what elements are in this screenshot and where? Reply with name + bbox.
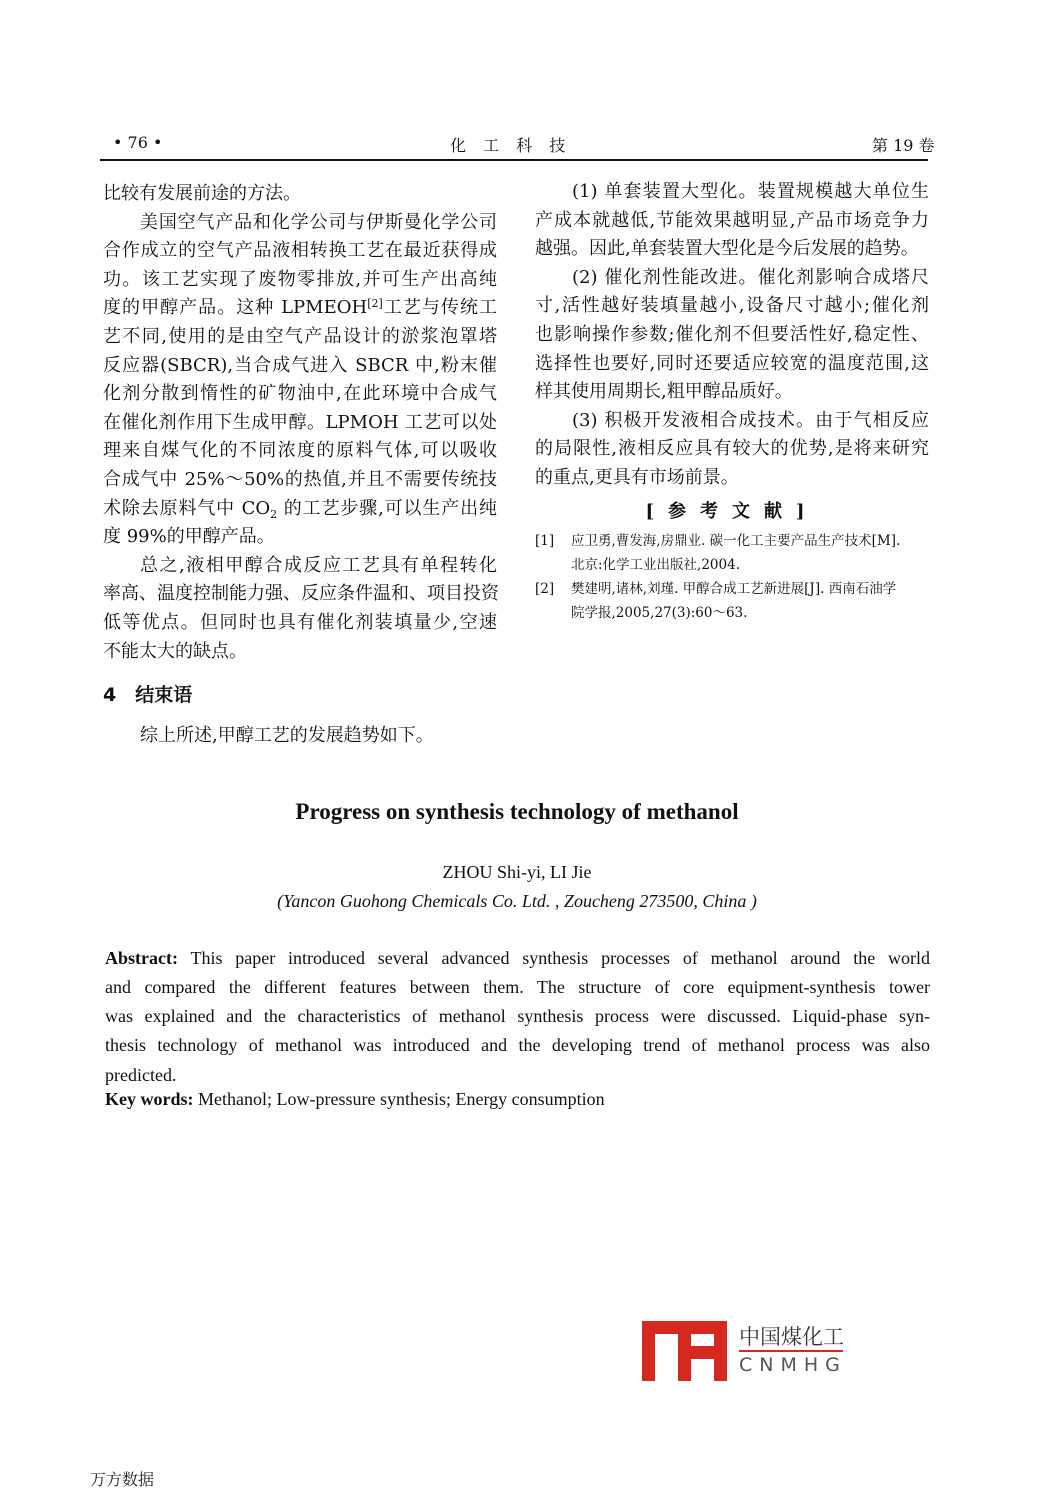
page-number: • 76 • [113, 133, 163, 152]
text-line [535, 407, 929, 436]
text-segment: (1) 单套装置大型化。装置规模越大单位生 [572, 181, 929, 202]
reference-text: 樊建明,诸林,刘瑾. 甲醇合成工艺新进展[J]. 西南石油学 [571, 581, 897, 597]
text-line [535, 378, 929, 407]
text-line [103, 466, 497, 495]
text-segment: 化剂分散到惰性的矿物油中,在此环境中合成气 [103, 383, 497, 405]
text-segment: 的局限性,液相反应具有较大的优势,是将来研究 [535, 438, 929, 460]
text-line [535, 464, 929, 493]
logo-en-text: CNMHG [739, 1354, 847, 1376]
text-line [103, 323, 497, 352]
text-segment: 在催化剂作用下生成甲醇。LPMOH 工艺可以处 [103, 411, 497, 433]
text-line [103, 352, 497, 381]
text-segment: 理来自煤气化的不同浓度的原料气体,可以吸收 [103, 440, 497, 462]
logo-divider [739, 1350, 843, 1352]
text-line [103, 609, 497, 638]
text-segment: 率高、温度控制能力强、反应条件温和、项目投资 [103, 583, 499, 605]
text-line [535, 264, 929, 293]
abstract-line: predicted. [105, 1065, 177, 1085]
text-segment: 的工艺步骤,可以生产出纯 [277, 497, 497, 519]
text-segment: 艺不同,使用的是由空气产品设计的淤浆泡罩塔 [103, 325, 497, 347]
reference-text: 应卫勇,曹发海,房鼎业. 碳一化工主要产品生产技术[M]. [571, 533, 901, 549]
text-segment: 工艺与传统工 [382, 297, 498, 319]
text-line [103, 580, 497, 609]
abstract-label: Abstract: [105, 948, 178, 968]
text-segment: 越强。因此,单套装置大型化是今后发展的趋势。 [535, 238, 919, 260]
affiliation: (Yancon Guohong Chemicals Co. Ltd. , Zoucheng 273500, China ) [277, 891, 757, 911]
text-line [535, 435, 929, 464]
reference-text: 院学报,2005,27(3):60～63. [571, 605, 748, 621]
text-segment: 度 99%的甲醇产品。 [103, 526, 275, 548]
reference-item [535, 577, 929, 625]
text-segment: 低等优点。但同时也具有催化剂装填量少,空速 [103, 611, 497, 633]
left-column [103, 180, 497, 666]
text-segment: 反应器(SBCR),当合成气进入 SBCR 中,粉末催 [103, 354, 497, 376]
abstract-line: thesis technology of methanol was introduced and the developing trend of methanol process was also [105, 1035, 930, 1055]
section-heading: 4 结束语 [103, 684, 193, 706]
abstract-line: and compared the different features between them. The structure of core equipment-synthesis tower [105, 977, 930, 997]
reference-text: 北京:化学工业出版社,2004. [571, 557, 740, 573]
text-line [103, 180, 497, 209]
text-segment: 样其使用周期长,粗甲醇品质好。 [535, 381, 793, 403]
section-text: 综上所述,甲醇工艺的发展趋势如下。 [140, 725, 434, 746]
text-segment: 比较有发展前途的方法。 [103, 183, 301, 204]
text-line [103, 266, 497, 295]
text-segment: 产成本就越低,节能效果越明显,产品市场竞争力 [535, 209, 929, 231]
citation-superscript: [2] [367, 297, 383, 311]
text-line [103, 294, 497, 323]
watermark: 万方数据 [90, 1470, 155, 1489]
text-line [103, 638, 497, 667]
text-line [535, 321, 929, 350]
text-segment: (2) 催化剂性能改进。催化剂影响合成塔尺 [572, 266, 929, 288]
text-segment: 度的甲醇产品。这种 LPMEOH [103, 297, 368, 319]
keywords-label: Key words: [105, 1089, 194, 1109]
journal-name: 化 工 科 技 [450, 136, 572, 155]
authors: ZHOU Shi-yi, LI Jie [442, 862, 592, 882]
abstract-line: was explained and the characteristics of methanol synthesis process were discussed. Liquid-phase syn- [105, 1006, 930, 1026]
reference-item [535, 529, 929, 577]
text-line [103, 495, 497, 524]
text-line [103, 237, 497, 266]
abstract-text: This paper introduced several advanced synthesis processes of methanol around the world [190, 948, 930, 968]
text-line [535, 292, 929, 321]
text-segment: 寸,活性越好装填量越小,设备尺寸越小;催化剂 [535, 295, 929, 317]
text-line [103, 409, 497, 438]
header-rule [100, 159, 928, 161]
abstract-line [105, 944, 930, 973]
reference-number: [2] [535, 581, 555, 597]
cnmhg-logo [642, 1321, 852, 1383]
text-segment: 术除去原料气中 CO [103, 497, 271, 519]
logo-cn-text: 中国煤化工 [739, 1325, 844, 1349]
text-line [103, 552, 497, 581]
right-column [535, 178, 929, 493]
references-heading: [参考文献] [645, 501, 819, 522]
text-line [535, 207, 929, 236]
text-segment: 功。该工艺实现了废物零排放,并可生产出高纯 [103, 268, 497, 290]
text-line [103, 209, 497, 238]
text-line [103, 380, 497, 409]
text-segment: 美国空气产品和化学公司与伊斯曼化学公司 [140, 211, 497, 233]
text-segment: 不能太大的缺点。 [103, 640, 247, 662]
text-line [535, 178, 929, 207]
text-line [103, 437, 497, 466]
subscript: 2 [270, 507, 278, 521]
text-segment: 选择性也要好,同时还要适应较宽的温度范围,这 [535, 352, 929, 374]
text-line [535, 235, 929, 264]
text-segment: 合作成立的空气产品液相转换工艺在最近获得成 [103, 240, 497, 262]
text-segment: 合成气中 25%～50%的热值,并且不需要传统技 [103, 468, 497, 490]
text-segment: 的重点,更具有市场前景。 [535, 466, 739, 488]
english-title: Progress on synthesis technology of methanol [295, 799, 739, 824]
text-segment: (3) 积极开发液相合成技术。由于气相反应 [572, 409, 929, 431]
text-line [535, 350, 929, 379]
reference-number: [1] [535, 533, 555, 549]
keywords-text: Methanol; Low-pressure synthesis; Energy consumption [198, 1089, 605, 1109]
text-line [103, 523, 497, 552]
volume-number: 第 19 卷 [872, 136, 935, 155]
references-list [535, 529, 929, 625]
text-segment: 总之,液相甲醇合成反应工艺具有单程转化 [140, 554, 497, 576]
keywords [105, 1089, 605, 1110]
text-segment: 也影响操作参数;催化剂不但要活性好,稳定性、 [535, 323, 929, 345]
